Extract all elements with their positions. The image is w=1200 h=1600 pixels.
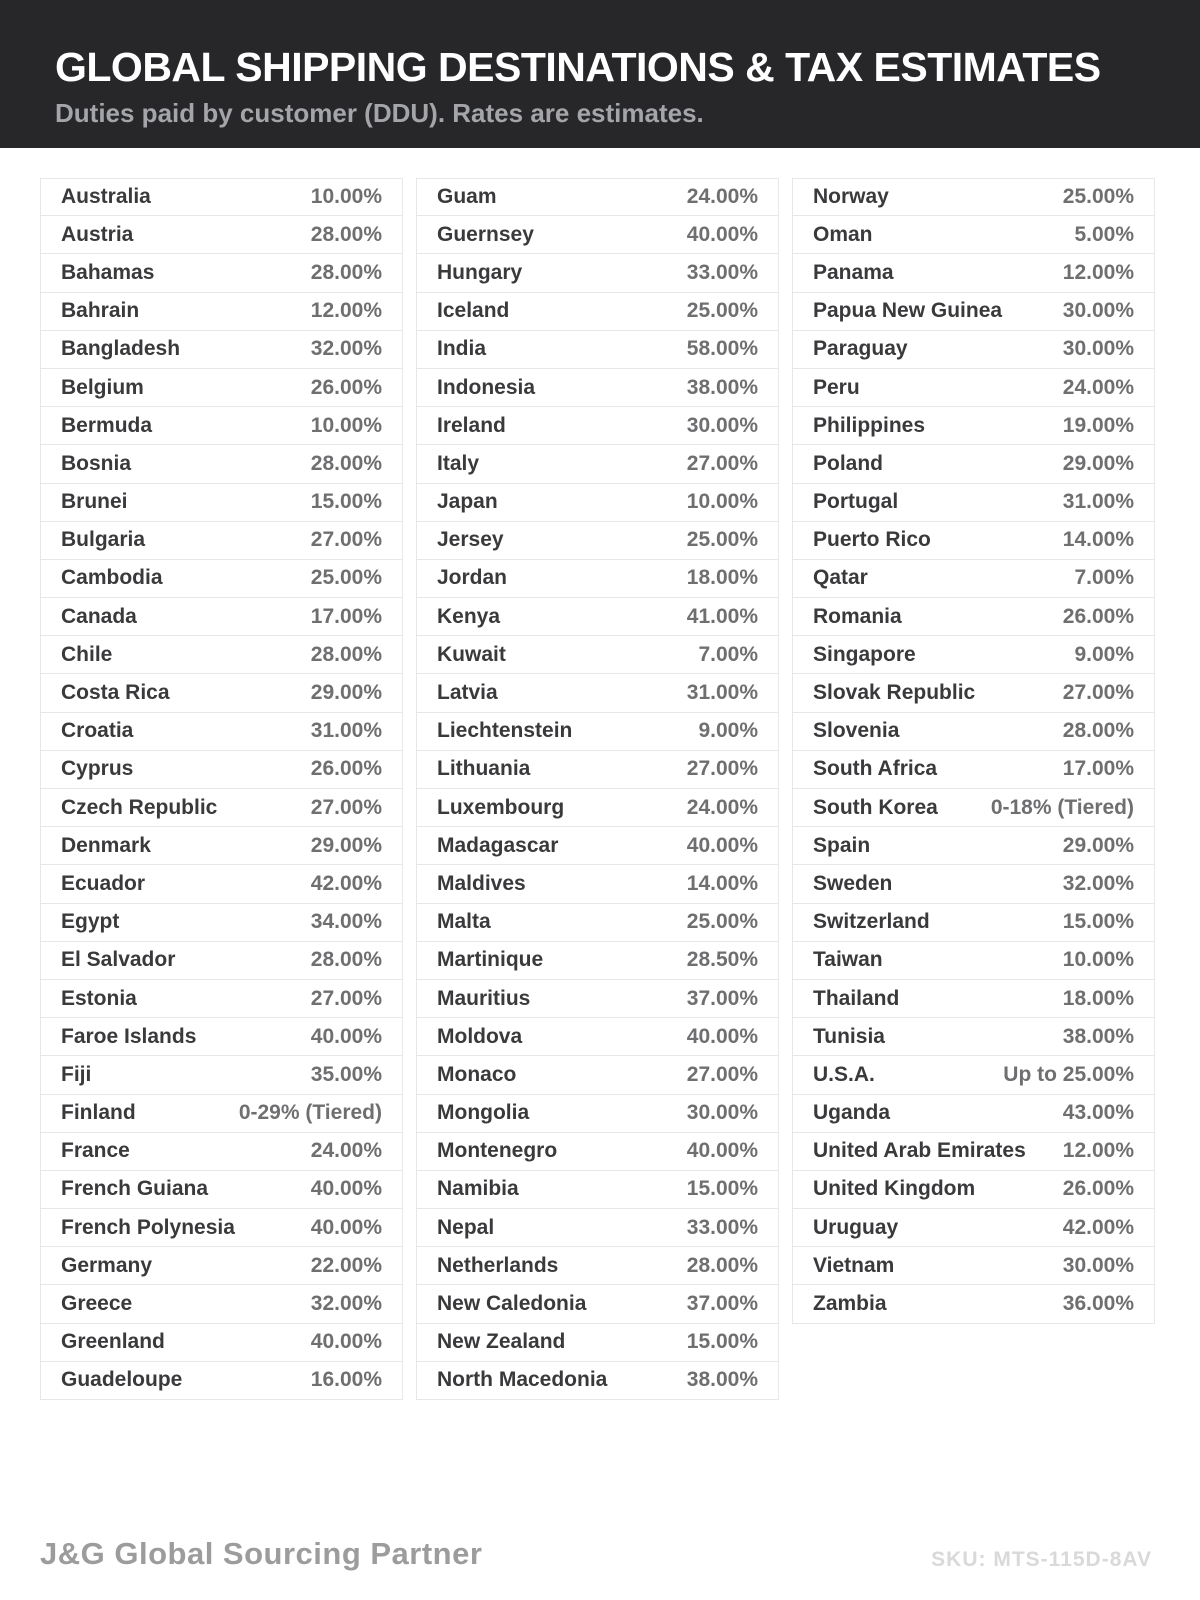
tax-rate: 40.00% <box>310 1024 382 1048</box>
tax-rate: 40.00% <box>310 1215 382 1239</box>
country-name: Netherlands <box>437 1253 559 1277</box>
country-name: Montenegro <box>437 1139 558 1163</box>
country-name: Thailand <box>813 986 900 1010</box>
tax-rate: 26.00% <box>1062 604 1134 628</box>
country-name: Jordan <box>437 566 508 590</box>
table-row <box>40 751 403 789</box>
table-row <box>40 713 403 751</box>
tax-rate: 18.00% <box>686 566 758 590</box>
country-name: Namibia <box>437 1177 519 1201</box>
tax-rate: 30.00% <box>686 413 758 437</box>
tax-rate: 17.00% <box>1062 757 1134 781</box>
country-name: U.S.A. <box>813 1062 875 1086</box>
table-row <box>416 598 779 636</box>
page-title: GLOBAL SHIPPING DESTINATIONS & TAX ESTIMATES <box>55 44 1101 91</box>
tax-rate: 31.00% <box>686 681 758 705</box>
tax-rate: 33.00% <box>686 260 758 284</box>
country-name: Jersey <box>437 528 504 552</box>
tax-rate: 30.00% <box>1062 1253 1134 1277</box>
table-row <box>792 1285 1155 1323</box>
country-name: Slovenia <box>813 719 900 743</box>
table-row <box>416 522 779 560</box>
country-name: Denmark <box>61 833 151 857</box>
table-column-3 <box>792 178 1155 1324</box>
tax-rate: 28.00% <box>686 1253 758 1277</box>
tax-rate: 28.00% <box>310 642 382 666</box>
table-row <box>792 865 1155 903</box>
tax-rate: 10.00% <box>686 490 758 514</box>
country-name: Kuwait <box>437 642 506 666</box>
country-name: Cambodia <box>61 566 163 590</box>
tax-rate: 29.00% <box>1062 833 1134 857</box>
tax-rate: 24.00% <box>686 795 758 819</box>
table-row <box>416 216 779 254</box>
tax-rate: 38.00% <box>686 1368 758 1392</box>
country-name: Czech Republic <box>61 795 218 819</box>
country-name: Nepal <box>437 1215 495 1239</box>
tax-rate: 33.00% <box>686 1215 758 1239</box>
country-name: Australia <box>61 185 151 209</box>
country-name: Croatia <box>61 719 134 743</box>
table-row <box>792 713 1155 751</box>
tax-rate: 38.00% <box>1062 1024 1134 1048</box>
tax-rate: 27.00% <box>686 451 758 475</box>
table-row <box>40 980 403 1018</box>
table-row <box>416 904 779 942</box>
country-name: Iceland <box>437 299 510 323</box>
table-row <box>40 636 403 674</box>
tax-rate: 27.00% <box>310 795 382 819</box>
country-name: South Korea <box>813 795 938 819</box>
country-name: Guadeloupe <box>61 1368 183 1392</box>
tax-rate: 29.00% <box>1062 451 1134 475</box>
table-row <box>40 1056 403 1094</box>
table-row <box>40 1018 403 1056</box>
table-row <box>40 369 403 407</box>
tax-rate: 40.00% <box>310 1177 382 1201</box>
country-name: Qatar <box>813 566 868 590</box>
tax-rate: 16.00% <box>310 1368 382 1392</box>
country-name: Paraguay <box>813 337 908 361</box>
country-name: Greenland <box>61 1330 165 1354</box>
tax-rate: 32.00% <box>1062 871 1134 895</box>
table-row <box>40 674 403 712</box>
country-name: Indonesia <box>437 375 536 399</box>
table-row <box>792 369 1155 407</box>
tax-rate: 29.00% <box>310 681 382 705</box>
country-name: Poland <box>813 451 884 475</box>
tax-rate: 10.00% <box>1062 948 1134 972</box>
table-row <box>792 522 1155 560</box>
table-column-2 <box>416 178 779 1400</box>
tax-rate: 0-18% (Tiered) <box>990 795 1134 819</box>
tax-rate: 40.00% <box>686 1139 758 1163</box>
table-row <box>416 942 779 980</box>
table-row <box>792 254 1155 292</box>
country-name: Bermuda <box>61 413 153 437</box>
table-row <box>40 1247 403 1285</box>
table-row <box>792 407 1155 445</box>
table-row <box>416 254 779 292</box>
tax-rate: 12.00% <box>1062 1139 1134 1163</box>
tax-rate: 25.00% <box>686 299 758 323</box>
tax-rate: 26.00% <box>310 375 382 399</box>
tax-rate: 24.00% <box>1062 375 1134 399</box>
table-row <box>416 1095 779 1133</box>
tax-rate: 58.00% <box>686 337 758 361</box>
tax-rate: 9.00% <box>1074 642 1134 666</box>
table-row <box>40 827 403 865</box>
table-row <box>40 865 403 903</box>
tax-rate: 28.00% <box>310 260 382 284</box>
country-name: Spain <box>813 833 871 857</box>
country-name: Bulgaria <box>61 528 146 552</box>
tax-rate: 27.00% <box>686 757 758 781</box>
tax-rate: 29.00% <box>310 833 382 857</box>
tax-rate: 25.00% <box>310 566 382 590</box>
table-row <box>416 445 779 483</box>
table-row <box>792 1095 1155 1133</box>
country-name: Bosnia <box>61 451 132 475</box>
country-name: El Salvador <box>61 948 176 972</box>
table-row <box>40 331 403 369</box>
table-row <box>416 369 779 407</box>
country-name: Bangladesh <box>61 337 181 361</box>
country-name: North Macedonia <box>437 1368 608 1392</box>
table-row <box>40 1362 403 1400</box>
table-row <box>416 827 779 865</box>
table-row <box>792 445 1155 483</box>
table-row <box>792 560 1155 598</box>
country-name: Monaco <box>437 1062 517 1086</box>
table-row <box>792 1018 1155 1056</box>
tax-rate: 5.00% <box>1074 222 1134 246</box>
country-name: New Zealand <box>437 1330 566 1354</box>
country-name: Germany <box>61 1253 153 1277</box>
country-name: Fiji <box>61 1062 92 1086</box>
table-row <box>416 789 779 827</box>
tax-rate-table <box>40 178 1155 1400</box>
tax-rate: 22.00% <box>310 1253 382 1277</box>
table-row <box>792 1133 1155 1171</box>
tax-rate: 32.00% <box>310 337 382 361</box>
tax-rate: 35.00% <box>310 1062 382 1086</box>
country-name: Liechtenstein <box>437 719 573 743</box>
tax-rate: 28.00% <box>310 222 382 246</box>
table-row <box>40 598 403 636</box>
country-name: Cyprus <box>61 757 134 781</box>
tax-rate: 0-29% (Tiered) <box>238 1101 382 1125</box>
table-row <box>792 1247 1155 1285</box>
tax-rate: 42.00% <box>1062 1215 1134 1239</box>
table-row <box>792 942 1155 980</box>
country-name: South Africa <box>813 757 938 781</box>
country-name: United Arab Emirates <box>813 1139 1026 1163</box>
tax-rate: 28.00% <box>1062 719 1134 743</box>
table-column-1 <box>40 178 403 1400</box>
table-row <box>40 216 403 254</box>
table-row <box>416 1324 779 1362</box>
table-row <box>792 598 1155 636</box>
tax-rate: 27.00% <box>1062 681 1134 705</box>
table-row <box>40 1171 403 1209</box>
country-name: Hungary <box>437 260 523 284</box>
tax-rate: 27.00% <box>686 1062 758 1086</box>
table-row <box>416 407 779 445</box>
tax-rate: 28.00% <box>310 948 382 972</box>
tax-rate: 37.00% <box>686 1292 758 1316</box>
country-name: Ecuador <box>61 871 146 895</box>
table-row <box>40 560 403 598</box>
table-row <box>416 178 779 216</box>
tax-rate: 30.00% <box>1062 337 1134 361</box>
tax-rate: 25.00% <box>686 910 758 934</box>
table-row <box>40 293 403 331</box>
table-row <box>792 827 1155 865</box>
country-name: Guernsey <box>437 222 534 246</box>
tax-rate: 12.00% <box>310 299 382 323</box>
table-row <box>40 1209 403 1247</box>
tax-rate: 14.00% <box>1062 528 1134 552</box>
country-name: Latvia <box>437 681 498 705</box>
table-row <box>416 484 779 522</box>
country-name: Egypt <box>61 910 120 934</box>
tax-rate: 15.00% <box>310 490 382 514</box>
table-row <box>416 1056 779 1094</box>
table-row <box>416 1018 779 1056</box>
tax-rate: 19.00% <box>1062 413 1134 437</box>
table-row <box>792 178 1155 216</box>
tax-rate: 12.00% <box>1062 260 1134 284</box>
table-row <box>416 636 779 674</box>
tax-rate: 31.00% <box>310 719 382 743</box>
table-row <box>416 865 779 903</box>
table-row <box>416 331 779 369</box>
table-row <box>792 674 1155 712</box>
tax-rate: 26.00% <box>310 757 382 781</box>
table-row <box>416 293 779 331</box>
country-name: Singapore <box>813 642 916 666</box>
tax-rate: 25.00% <box>1062 185 1134 209</box>
country-name: Panama <box>813 260 894 284</box>
country-name: Canada <box>61 604 137 628</box>
tax-rate: 40.00% <box>310 1330 382 1354</box>
tax-rate: 37.00% <box>686 986 758 1010</box>
table-row <box>792 1209 1155 1247</box>
table-row <box>40 942 403 980</box>
table-row <box>40 522 403 560</box>
table-row <box>416 1171 779 1209</box>
country-name: Romania <box>813 604 902 628</box>
table-row <box>792 1056 1155 1094</box>
country-name: Moldova <box>437 1024 523 1048</box>
country-name: Philippines <box>813 413 926 437</box>
tax-rate: 32.00% <box>310 1292 382 1316</box>
tax-rate: 41.00% <box>686 604 758 628</box>
tax-rate: 26.00% <box>1062 1177 1134 1201</box>
tax-rate: 18.00% <box>1062 986 1134 1010</box>
tax-rate: 43.00% <box>1062 1101 1134 1125</box>
tax-rate: 15.00% <box>686 1330 758 1354</box>
table-row <box>40 1095 403 1133</box>
table-row <box>792 904 1155 942</box>
table-row <box>792 216 1155 254</box>
table-row <box>40 904 403 942</box>
table-row <box>416 560 779 598</box>
table-row <box>416 1362 779 1400</box>
tax-rate: 27.00% <box>310 986 382 1010</box>
country-name: Finland <box>61 1101 136 1125</box>
table-row <box>416 1209 779 1247</box>
tax-rate: 17.00% <box>310 604 382 628</box>
table-row <box>416 1285 779 1323</box>
tax-rate: 7.00% <box>1074 566 1134 590</box>
country-name: French Guiana <box>61 1177 209 1201</box>
tax-rate: 15.00% <box>1062 910 1134 934</box>
country-name: Mauritius <box>437 986 531 1010</box>
table-row <box>416 1133 779 1171</box>
country-name: Maldives <box>437 871 526 895</box>
page-header <box>0 0 1200 148</box>
country-name: Guam <box>437 185 497 209</box>
country-name: Uganda <box>813 1101 891 1125</box>
tax-rate: 24.00% <box>686 185 758 209</box>
country-name: United Kingdom <box>813 1177 976 1201</box>
country-name: Peru <box>813 375 860 399</box>
country-name: Portugal <box>813 490 899 514</box>
table-row <box>40 254 403 292</box>
tax-rate: 40.00% <box>686 833 758 857</box>
country-name: Papua New Guinea <box>813 299 1003 323</box>
table-row <box>792 331 1155 369</box>
table-row <box>40 445 403 483</box>
tax-rate: 28.00% <box>310 451 382 475</box>
table-row <box>792 293 1155 331</box>
country-name: Bahamas <box>61 260 155 284</box>
table-row <box>792 980 1155 1018</box>
country-name: Slovak Republic <box>813 681 976 705</box>
country-name: Costa Rica <box>61 681 170 705</box>
tax-rate: 24.00% <box>310 1139 382 1163</box>
tax-rate: 27.00% <box>310 528 382 552</box>
country-name: Chile <box>61 642 113 666</box>
tax-rate: 14.00% <box>686 871 758 895</box>
country-name: Faroe Islands <box>61 1024 197 1048</box>
country-name: Lithuania <box>437 757 531 781</box>
country-name: Uruguay <box>813 1215 899 1239</box>
country-name: New Caledonia <box>437 1292 587 1316</box>
table-row <box>792 1171 1155 1209</box>
country-name: Norway <box>813 185 889 209</box>
page-subtitle: Duties paid by customer (DDU). Rates are estimates. <box>55 98 704 129</box>
country-name: Japan <box>437 490 498 514</box>
country-name: France <box>61 1139 130 1163</box>
table-row <box>792 636 1155 674</box>
country-name: Switzerland <box>813 910 930 934</box>
table-row <box>40 1285 403 1323</box>
country-name: India <box>437 337 487 361</box>
country-name: Sweden <box>813 871 893 895</box>
tax-rate: 15.00% <box>686 1177 758 1201</box>
tax-rate: 30.00% <box>686 1101 758 1125</box>
country-name: Tunisia <box>813 1024 885 1048</box>
country-name: Italy <box>437 451 480 475</box>
tax-rate: 31.00% <box>1062 490 1134 514</box>
country-name: Mongolia <box>437 1101 530 1125</box>
country-name: Puerto Rico <box>813 528 931 552</box>
country-name: Estonia <box>61 986 137 1010</box>
tax-rate: 30.00% <box>1062 299 1134 323</box>
country-name: Austria <box>61 222 134 246</box>
country-name: Madagascar <box>437 833 559 857</box>
country-name: Ireland <box>437 413 506 437</box>
tax-rate: 40.00% <box>686 1024 758 1048</box>
sku-label: SKU: MTS-115D-8AV <box>931 1548 1152 1571</box>
country-name: French Polynesia <box>61 1215 235 1239</box>
tax-rate: 10.00% <box>310 413 382 437</box>
tax-rate: 34.00% <box>310 910 382 934</box>
tax-rate: 7.00% <box>698 642 758 666</box>
table-row <box>416 713 779 751</box>
tax-rate: 28.50% <box>686 948 758 972</box>
country-name: Bahrain <box>61 299 140 323</box>
table-row <box>40 178 403 216</box>
table-row <box>40 407 403 445</box>
tax-rate: 25.00% <box>686 528 758 552</box>
page-footer <box>40 1536 1152 1572</box>
country-name: Brunei <box>61 490 128 514</box>
table-row <box>416 751 779 789</box>
table-row <box>792 484 1155 522</box>
country-name: Luxembourg <box>437 795 565 819</box>
tax-rate: 9.00% <box>698 719 758 743</box>
country-name: Kenya <box>437 604 501 628</box>
table-row <box>40 1324 403 1362</box>
tax-rate: 38.00% <box>686 375 758 399</box>
tax-rate: 42.00% <box>310 871 382 895</box>
table-row <box>416 1247 779 1285</box>
table-row <box>792 789 1155 827</box>
tax-rate: Up to 25.00% <box>1003 1062 1134 1086</box>
tax-rate: 36.00% <box>1062 1292 1134 1316</box>
country-name: Zambia <box>813 1292 887 1316</box>
country-name: Taiwan <box>813 948 883 972</box>
table-row <box>40 1133 403 1171</box>
table-row <box>416 674 779 712</box>
tax-rate: 40.00% <box>686 222 758 246</box>
brand-name: J&G Global Sourcing Partner <box>40 1536 483 1571</box>
table-row <box>792 751 1155 789</box>
table-row <box>40 484 403 522</box>
country-name: Martinique <box>437 948 544 972</box>
country-name: Oman <box>813 222 873 246</box>
country-name: Belgium <box>61 375 144 399</box>
country-name: Vietnam <box>813 1253 895 1277</box>
table-row <box>40 789 403 827</box>
table-row <box>416 980 779 1018</box>
country-name: Greece <box>61 1292 133 1316</box>
tax-rate: 10.00% <box>310 185 382 209</box>
country-name: Malta <box>437 910 491 934</box>
